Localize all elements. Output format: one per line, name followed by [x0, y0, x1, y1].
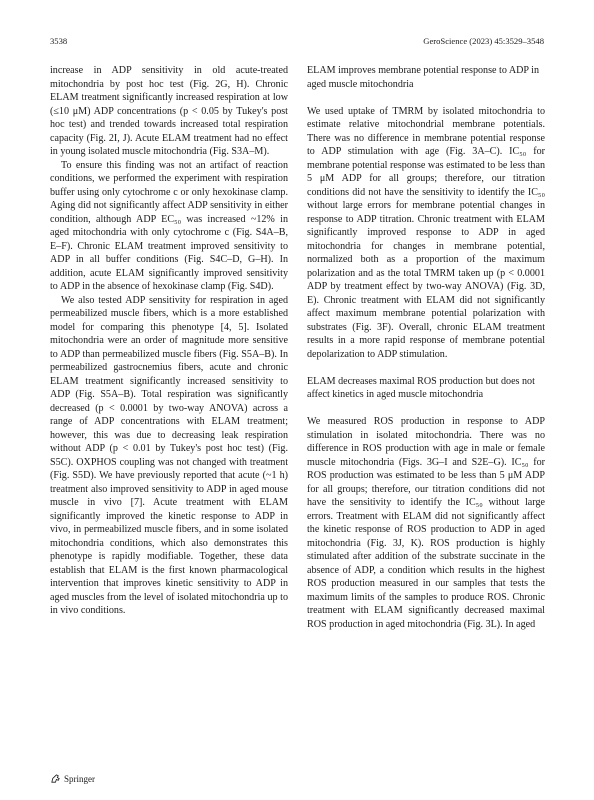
page-header — [50, 35, 544, 47]
right-paragraph-2: We measured ROS production in response to ADP stimulation in isolated mitochondria. There was no difference in ROS production with age in male or female muscle mitochondria (Figs. 3G–I and S2E–G). IC₅₀ for ROS production was estimated to be less than 5 μM ADP for all groups; therefore, our titration conditions did not have the sensitivity to identify the IC₅₀ without large errors. Treatment with ELAM did not significantly affect the kinetic response of ROS production to ADP in aged mitochondria (Fig. 3J, K). ROS production is highly stimulated after addition of the substrate succinate in the absence of ADP, a condition which results in the highest ROS production measured in our samples that tests the maximum limits of the samples to produce ROS. Chronic treatment with ELAM significantly decreased maximal ROS production in aged mitochondria (Fig. 3L). In aged — [307, 416, 545, 630]
section-heading-membrane-potential: ELAM improves membrane potential response to ADP in aged muscle mitochondria — [307, 65, 540, 90]
journal-citation: GeroScience (2023) 45:3529–3548 — [423, 36, 544, 46]
left-column — [50, 64, 288, 618]
left-paragraph-1: increase in ADP sensitivity in old acute-treated mitochondria by post hoc test (Fig. 2G, H). Chronic ELAM treatment significantly increased respiration at low (≤10 μM) ADP concentrations (p < 0.05 by Tukey's post hoc test) and trended towards increased total respiration capacity (Fig. 2I, J). Acute ELAM treatment had no effect in young isolated muscle mitochondria (Fig. S3A–M). — [50, 65, 288, 157]
springer-horse-icon — [50, 773, 61, 784]
right-column — [307, 64, 545, 631]
section-heading-ros-production: ELAM decreases maximal ROS production but does not affect kinetics in aged muscle mitochondria — [307, 375, 535, 400]
left-paragraph-2: To ensure this finding was not an artifact of reaction conditions, we performed the experiment with respiration buffer using only cytochrome c or only hexokinase clamp. Aging did not significantly affect ADP sensitivity in either condition, although ADP EC₅₀ was increased ~12% in aged mitochondria with only cytochrome c (Fig. S4A–B, E–F). Chronic ELAM treatment improved sensitivity to ADP in all buffer conditions (Fig. S4C–D, G–H). In addition, acute ELAM significantly improved sensitivity to ADP in the absence of hexokinase clamp (Fig. S4D). — [50, 159, 288, 292]
publisher-name: Springer — [64, 773, 95, 784]
page-footer — [50, 773, 95, 784]
left-paragraph-3: We also tested ADP sensitivity for respiration in aged permeabilized muscle fibers, which is a more established model for comparing this phenotype [4, 5]. Isolated mitochondria were an order of magnitude more sensitive to ADP than permeabilized muscle fibers (Fig. S5A–B). In permeabilized gastrocnemius fibers, acute and chronic ELAM treatment significantly increased sensitivity to ADP (Fig. S5A–B). Total respiration was significantly decreased (p < 0.0001 by two-way ANOVA) across a range of ADP concentrations with ELAM treatment; however, this was due to decreasing leak respiration without ADP (p < 0.01 by Tukey's post hoc test) (Fig. S5C). OXPHOS coupling was not changed with treatment (Fig. S5D). We have previously reported that acute (~1 h) treatment also improved sensitivity to ADP in aged mouse muscle in vivo [7]. Acute treatment with ELAM significantly improved the kinetic response to ADP in vivo, in permeabilized muscle fibers, and in some isolated mitochondria conditions, which also demonstrates this phenotype is rapidly modifiable. Together, these data establish that ELAM is the first known pharmacological intervention that improves kinetic sensitivity to ADP in aged muscles from the level of isolated mitochondria up to in vivo conditions. — [50, 294, 288, 616]
page-number: 3538 — [50, 36, 68, 46]
right-paragraph-1: We used uptake of TMRM by isolated mitochondria to estimate relative mitochondrial membrane potentials. There was no difference in membrane potential response to ADP stimulation with age (Fig. 3A–C). IC₅₀ for membrane potential response was estimated to be less than 5 μM ADP for all groups; therefore, our titration conditions did not have the sensitivity to identify the IC₅₀ without large errors for membrane potential changes in response to ADP titration. Chronic treatment with ELAM significantly improved response to ADP in aged mitochondria for changes in membrane potential, normalized both as a proportion of the maximum polarization and as the total TMRM taken up (p < 0.0001 ADP by treatment effect by two-way ANOVA) (Fig. 3D, E). Chronic treatment with ELAM did not significantly affect maximum membrane potential polarization with substrates (Fig. 3F). Overall, chronic ELAM treatment results in a more rapid response of membrane potential depolarization to ADP stimulation. — [307, 105, 545, 360]
